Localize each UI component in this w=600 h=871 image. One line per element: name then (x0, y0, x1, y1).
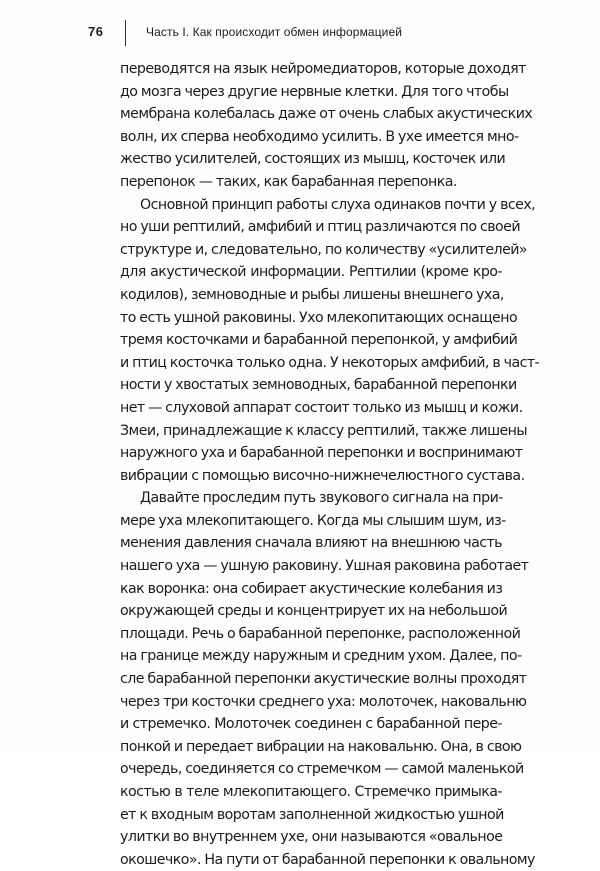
text-line: Основной принцип работы слуха одинаков почти у всех, (140, 196, 536, 213)
text-line: мере уха млекопитающего. Когда мы слышим шум, из- (120, 512, 506, 529)
paragraph (120, 487, 535, 871)
text-line: для акустической информации. Рептилии (кроме кро- (120, 264, 502, 281)
text-line: и стремечко. Молоточек соединен с барабанной пере- (120, 716, 502, 733)
running-head: Часть I. Как происходит обмен информацией (146, 25, 403, 39)
text-line: окружающей среды и концентрирует их на небольшой (120, 603, 508, 620)
text-line: окошечко». На пути от барабанной перепонки к овальному (120, 851, 535, 868)
text-line: до мозга через другие нервные клетки. Для того чтобы (120, 83, 509, 100)
text-line: нашего уха — ушную раковину. Ушная раковина работает (120, 558, 529, 575)
text-line: очередь, соединяется со стремечком — самой маленькой (120, 761, 524, 778)
text-line: структуре и, следовательно, по количеству «усилителей» (120, 241, 528, 258)
page-header (88, 20, 538, 50)
text-line: волн, их сперва необходимо усилить. В ухе имеется мно- (120, 128, 519, 145)
text-line: переводятся на язык нейромедиаторов, которые доходят (120, 61, 526, 77)
text-line: Змеи, принадлежащие к классу рептилий, также лишены (120, 422, 528, 439)
paragraph (120, 194, 540, 488)
text-line: перепонок — таких, как барабанная перепонка. (120, 173, 457, 190)
text-line: как воронка: она собирает акустические колебания из (120, 580, 503, 597)
text-line: мембрана колебалась даже от очень слабых акустических (120, 106, 533, 123)
text-line: понкой и передает вибрации на наковальню. Она, в свою (120, 738, 522, 755)
text-line: менения давления сначала влияют на внешнюю часть (120, 535, 502, 552)
text-line: ности у хвостатых земноводных, барабанной перепонки (120, 377, 517, 394)
text-line: кодилов), земноводные и рыбы лишены внешнего уха, (120, 286, 504, 303)
text-line: площади. Речь о барабанной перепонке, расположенной (120, 625, 521, 642)
paragraph (120, 58, 533, 194)
text-line: костью в теле млекопитающего. Стремечко примыка- (120, 784, 502, 800)
text-line: сле барабанной перепонки акустические волны проходят (120, 671, 527, 688)
text-line: наружного уха и барабанной перепонки и воспринимают (120, 445, 523, 462)
text-line: Давайте проследим путь звукового сигнала на при- (140, 490, 503, 507)
text-line: на границе между наружным и средним ухом. Далее, по- (120, 648, 522, 665)
body-text (120, 58, 540, 871)
text-line: то есть ушной раковины. Ухо млекопитающих оснащено (120, 309, 518, 326)
text-line: нет — слуховой аппарат состоит только из мышц и кожи. (120, 399, 523, 416)
text-line: и птиц косточка только одна. У некоторых амфибий, в част- (120, 354, 540, 371)
text-line: через три косточки среднего уха: молоточек, наковальню (120, 693, 527, 710)
text-line: ет к входным воротам заполненной жидкостью ушной (120, 806, 504, 823)
page-number: 76 (88, 24, 104, 39)
header-divider (125, 20, 126, 46)
text-line: но уши рептилий, амфибий и птиц различаются по своей (120, 219, 521, 236)
text-line: улитки во внутреннем ухе, они называются «овальное (120, 829, 503, 846)
text-line: вибрации с помощью височно-нижнечелюстного сустава. (120, 467, 525, 484)
text-line: жество усилителей, состоящих из мышц, косточек или (120, 151, 506, 168)
text-line: тремя косточками и барабанной перепонкой, у амфибий (120, 332, 518, 349)
